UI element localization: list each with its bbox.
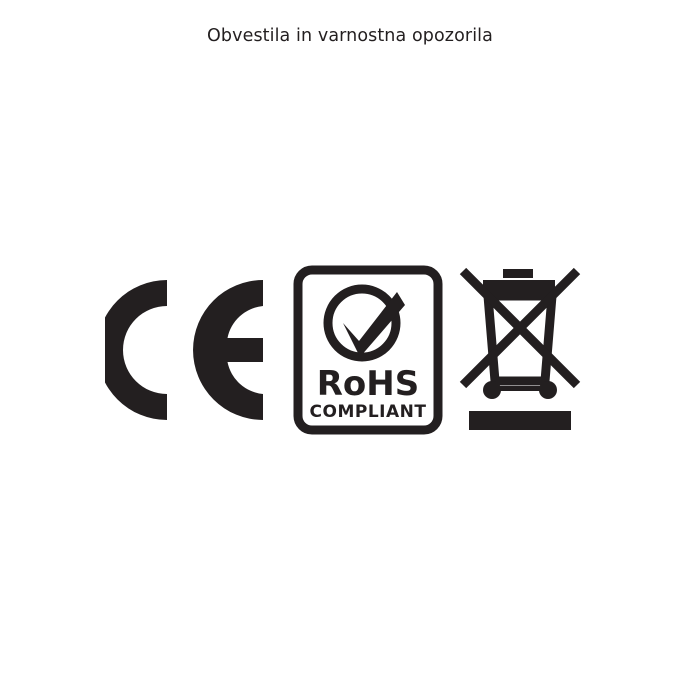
weee-bin-icon — [445, 255, 595, 445]
ce-mark-icon — [105, 255, 290, 445]
rohs-label: RoHS — [316, 364, 419, 404]
rohs-compliant-label: COMPLIANT — [309, 402, 426, 422]
page-title: Obvestila in varnostna opozorila — [207, 26, 493, 46]
compliance-symbol-row — [0, 255, 700, 445]
rohs-compliant-icon — [290, 255, 445, 445]
